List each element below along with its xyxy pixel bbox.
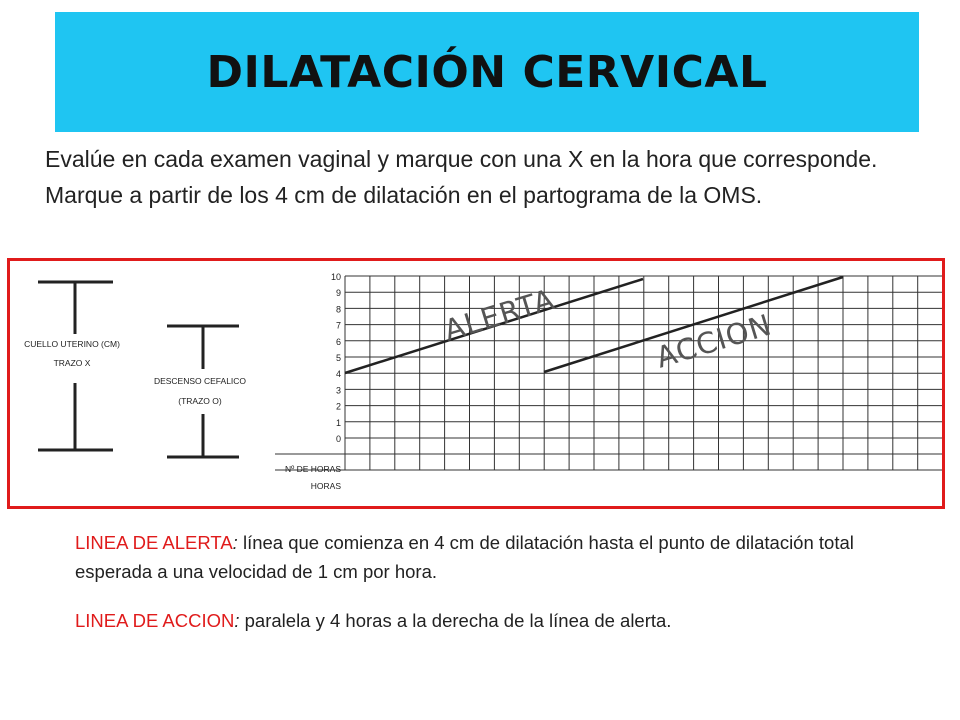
hours-count-row-label: Nº DE HORAS [284, 464, 341, 474]
action-line-text: paralela y 4 horas a la derecha de la línea de alerta. [239, 610, 672, 631]
alert-label: ALERTA [440, 281, 559, 348]
y-tick-label: 6 [335, 336, 341, 347]
descent-label-line2: (TRAZO O) [178, 396, 222, 406]
partograph-grid [275, 276, 942, 470]
y-tick-label: 3 [335, 385, 341, 396]
partograph-svg [10, 261, 942, 506]
descent-symbol [167, 326, 239, 457]
hours-row-label: HORAS [310, 481, 341, 491]
y-tick-label: 7 [335, 320, 341, 331]
y-tick-label: 8 [335, 304, 341, 315]
y-tick-label: 4 [335, 369, 341, 380]
y-tick-label: 0 [335, 434, 341, 444]
action-line-definition [75, 606, 935, 635]
y-tick-label: 10 [330, 272, 341, 282]
action-label: ACCION [652, 307, 776, 375]
page-title: DILATACIÓN CERVICAL [206, 46, 768, 98]
descent-label-line1: DESCENSO CEFALICO [153, 376, 247, 386]
title-banner [55, 12, 919, 132]
cervix-label-line2: TRAZO X [53, 358, 91, 368]
action-line-term: LINEA DE ACCION [75, 610, 235, 631]
intro-text: Evalúe en cada examen vaginal y marque con una X en la hora que corresponde. Marque a partir de los 4 cm de dilatación en el partograma de la OMS. [45, 146, 878, 208]
y-axis-ticks [331, 272, 341, 444]
cervix-label-line1: CUELLO UTERINO (CM) [24, 339, 120, 349]
y-tick-label: 1 [335, 417, 341, 428]
alert-line-separator: : [232, 532, 238, 553]
alert-line-term: LINEA DE ALERTA [75, 532, 233, 553]
y-tick-label: 2 [335, 401, 341, 412]
partograph-figure [7, 258, 945, 509]
alert-line-definition [75, 528, 935, 586]
y-tick-label: 9 [335, 288, 341, 299]
y-tick-label: 5 [335, 353, 341, 363]
action-line-separator: : [234, 610, 240, 631]
alert-line-text: línea que comienza en 4 cm de dilatación hasta el punto de dilatación total esperada a una velocidad de 1 cm por hora. [75, 532, 854, 582]
